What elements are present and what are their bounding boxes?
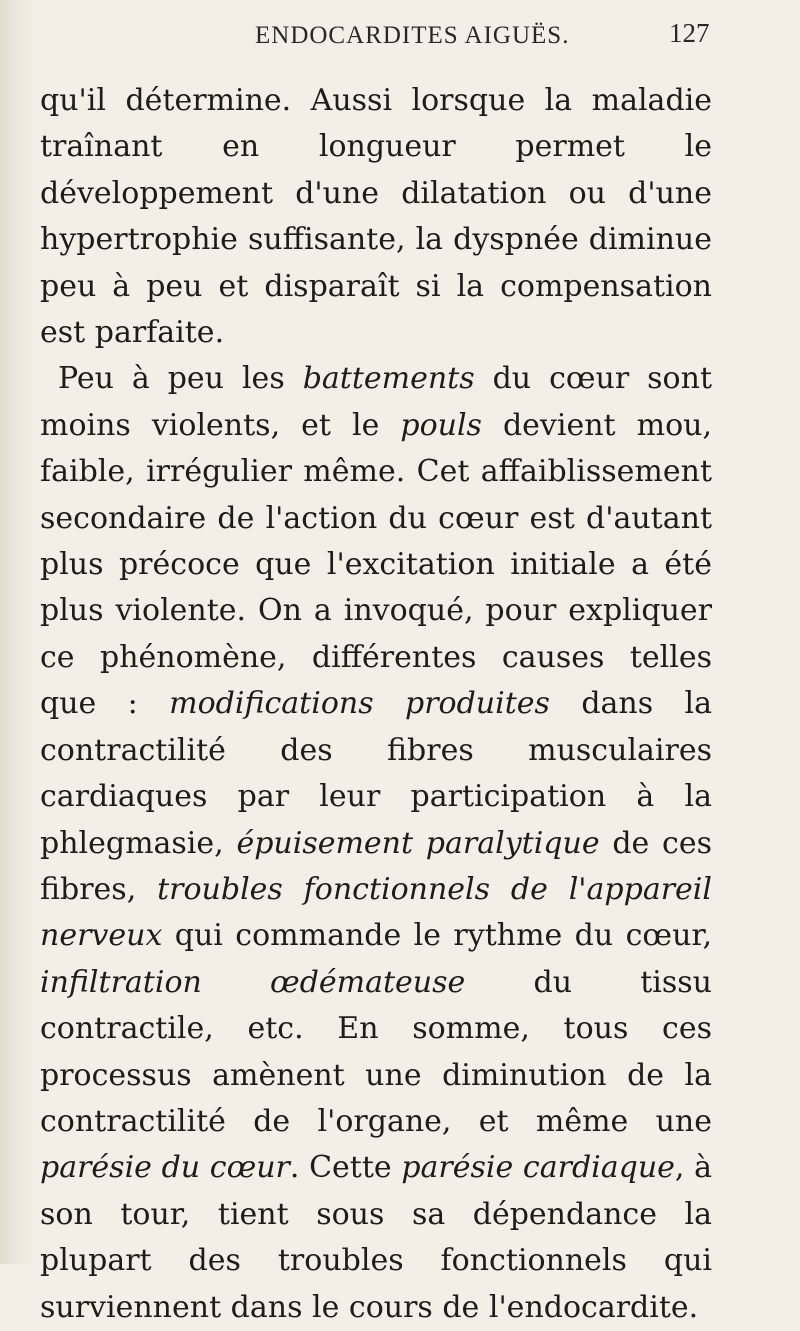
text-segment: qui commande le rythme du cœur, (162, 918, 712, 954)
italic-segment: modifications produites (169, 686, 550, 722)
text-segment: du tissu contractile, etc. En somme, tous ces processus amènent une diminution de la contractilité de l'organe, et même une (40, 964, 712, 1139)
italic-segment: parésie cardiaque (401, 1150, 675, 1186)
text-segment: qu'il détermine. Aussi lorsque la maladie traînant en longueur permet le développement d'une dilatation ou d'une hypertrophie suffisante, la dyspnée diminue peu à peu et disparaît si la compensation est parfaite. (40, 83, 712, 351)
page-number: 127 (669, 18, 710, 48)
text-segment: du cœur sont moins violents, et le (40, 361, 712, 443)
text-segment: , à son tour, tient sous sa dépendance la plupart des troubles fonctionnels qui surviennent dans le cours de l'endocardite. (40, 1150, 712, 1325)
italic-segment: infiltration œdémateuse (40, 964, 466, 1000)
text-segment: Peu à peu les (58, 361, 303, 397)
italic-segment: troubles fonctionnels de l'appareil nerveux (40, 871, 712, 954)
paragraph-1 (40, 78, 712, 356)
text-segment: de ces fibres, (40, 825, 712, 907)
text-segment: . Cette (289, 1150, 402, 1186)
text-segment: dans la contractilité des fibres musculaires cardiaques par leur participation à la phlegmasie, (40, 686, 713, 861)
italic-segment: battements (302, 361, 475, 397)
text-segment: devient mou, faible, irrégulier même. Cet affaiblissement secondaire de l'action du cœur est d'autant plus précoce que l'excitation initiale a été plus violente. On a invoqué, pour expliquer ce phénomène, différentes causes telles que : (40, 407, 712, 722)
body-text (40, 78, 712, 1331)
page-gutter-shadow (0, 0, 34, 1264)
paragraph-2 (40, 356, 712, 1331)
italic-segment: épuisement paralytique (236, 825, 600, 861)
italic-segment: pouls (400, 407, 482, 443)
running-title: ENDOCARDITES AIGUËS. (255, 22, 570, 49)
italic-segment: parésie du cœur (40, 1150, 290, 1186)
